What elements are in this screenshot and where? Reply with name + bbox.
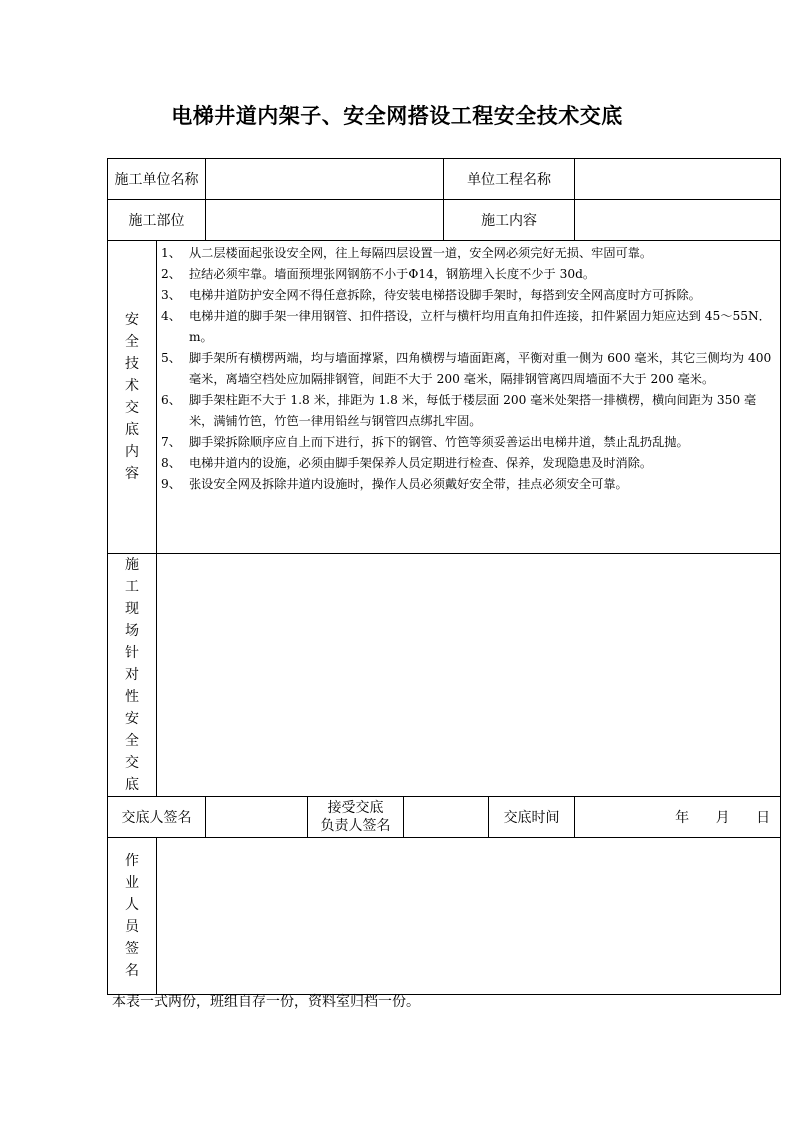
tech-item-text: 脚手架柱距不大于 1.8 米，排距为 1.8 米，每低于楼层面 200 毫米处架搭一排横楞，横向间距为 350 毫米，满铺竹笆，竹笆一律用铅丝与钢管四点绑扎牢固。	[189, 393, 757, 428]
worker-signature-field[interactable]	[157, 838, 781, 995]
site-label-char: 交	[125, 755, 139, 771]
worker-label-char: 员	[125, 919, 139, 935]
receiver-signature-field[interactable]	[404, 797, 489, 838]
tech-item	[161, 474, 776, 495]
tech-item	[161, 432, 776, 453]
document-title: 电梯井道内架子、安全网搭设工程安全技术交底	[171, 103, 623, 128]
project-name-field[interactable]	[575, 159, 781, 200]
discloser-signature-label: 交底人签名	[108, 797, 206, 838]
tech-disclosure-label	[108, 241, 157, 554]
receiver-label-line1: 接受交底	[327, 800, 384, 816]
worker-label-char: 业	[125, 875, 139, 891]
worker-label-char: 名	[125, 963, 139, 979]
tech-item-number: 6、	[161, 393, 181, 407]
date-day: 日	[756, 810, 771, 826]
tech-item-text: 电梯井道防护安全网不得任意拆除，待安装电梯搭设脚手架时，每搭到安全网高度时方可拆除。	[189, 288, 701, 302]
disclosure-date-field[interactable]	[575, 797, 781, 838]
discloser-signature-field[interactable]	[206, 797, 308, 838]
site-label-char: 全	[125, 733, 139, 749]
tech-item-number: 5、	[161, 351, 181, 365]
worker-signature-label	[108, 838, 157, 995]
tech-label-char: 全	[125, 334, 139, 350]
tech-item	[161, 306, 776, 348]
tech-label-char: 术	[125, 378, 139, 394]
tech-label-char: 内	[125, 444, 139, 460]
site-label-char: 安	[125, 711, 139, 727]
footer-note: 本表一式两份，班组自存一份，资料室归档一份。	[112, 994, 420, 1010]
tech-item-number: 7、	[161, 435, 181, 449]
site-label-char: 性	[125, 689, 139, 705]
tech-item-text: 拉结必须牢靠。墙面预埋张网钢筋不小于Φ14，钢筋埋入长度不少于 30d。	[189, 267, 596, 281]
tech-item-text: 电梯井道内的设施，必须由脚手架保养人员定期进行检查、保养，发现隐患及时消除。	[189, 456, 653, 470]
construction-part-field[interactable]	[206, 200, 444, 241]
disclosure-time-label: 交底时间	[489, 797, 575, 838]
tech-item-text: 脚手架所有横楞两端，均与墙面撑紧，四角横楞与墙面距离，平衡对重一侧为 600 毫米，其它三侧均为 400 毫米，离墙空档处应加隔排钢管，间距不大于 200 毫米，隔排钢管离四周墙面不大于 200 毫米。	[189, 351, 772, 386]
tech-label-char: 容	[125, 466, 139, 482]
construction-content-field[interactable]	[575, 200, 781, 241]
tech-item	[161, 348, 776, 390]
site-label-char: 底	[125, 777, 139, 793]
tech-item	[161, 243, 776, 264]
construction-content-label: 施工内容	[444, 200, 575, 241]
worker-label-char: 作	[125, 853, 139, 869]
site-label-char: 针	[125, 645, 139, 661]
tech-label-char: 技	[125, 356, 139, 372]
site-label-char: 场	[125, 623, 139, 639]
unit-name-field[interactable]	[206, 159, 444, 200]
site-label-char: 对	[125, 667, 139, 683]
tech-item-number: 4、	[161, 309, 181, 323]
tech-item-number: 9、	[161, 477, 181, 491]
tech-item-number: 3、	[161, 288, 181, 302]
disclosure-form-table	[107, 158, 781, 995]
site-label-char: 施	[125, 557, 139, 573]
project-name-label: 单位工程名称	[444, 159, 575, 200]
tech-item	[161, 453, 776, 474]
tech-label-char: 安	[125, 312, 139, 328]
date-year: 年	[675, 810, 690, 826]
site-disclosure-field[interactable]	[157, 554, 781, 797]
construction-part-label: 施工部位	[108, 200, 206, 241]
unit-name-label: 施工单位名称	[108, 159, 206, 200]
site-label-char: 工	[125, 579, 139, 595]
tech-disclosure-content	[157, 241, 781, 554]
tech-item-text: 电梯井道的脚手架一律用钢管、扣件搭设，立杆与横杆均用直角扣件连接，扣件紧固力矩应达到 45～55N．m。	[189, 309, 771, 344]
worker-label-char: 签	[125, 941, 139, 957]
date-month: 月	[715, 810, 730, 826]
tech-label-char: 底	[125, 422, 139, 438]
worker-label-char: 人	[125, 897, 139, 913]
tech-item-text: 张设安全网及拆除井道内设施时，操作人员必须戴好安全带，挂点必须安全可靠。	[189, 477, 628, 491]
site-disclosure-label	[108, 554, 157, 797]
receiver-label-line2: 负责人签名	[320, 818, 391, 834]
tech-item	[161, 285, 776, 306]
tech-item-text: 脚手梁拆除顺序应自上而下进行，拆下的钢管、竹笆等须妥善运出电梯井道，禁止乱扔乱抛。	[189, 435, 689, 449]
tech-item-number: 1、	[161, 246, 181, 260]
tech-item-text: 从二层楼面起张设安全网，往上每隔四层设置一道，安全网必须完好无损、牢固可靠。	[189, 246, 653, 260]
tech-label-char: 交	[125, 400, 139, 416]
tech-item	[161, 264, 776, 285]
receiver-signature-label	[308, 797, 404, 838]
site-label-char: 现	[125, 601, 139, 617]
tech-item	[161, 390, 776, 432]
tech-item-number: 2、	[161, 267, 181, 281]
tech-item-number: 8、	[161, 456, 181, 470]
